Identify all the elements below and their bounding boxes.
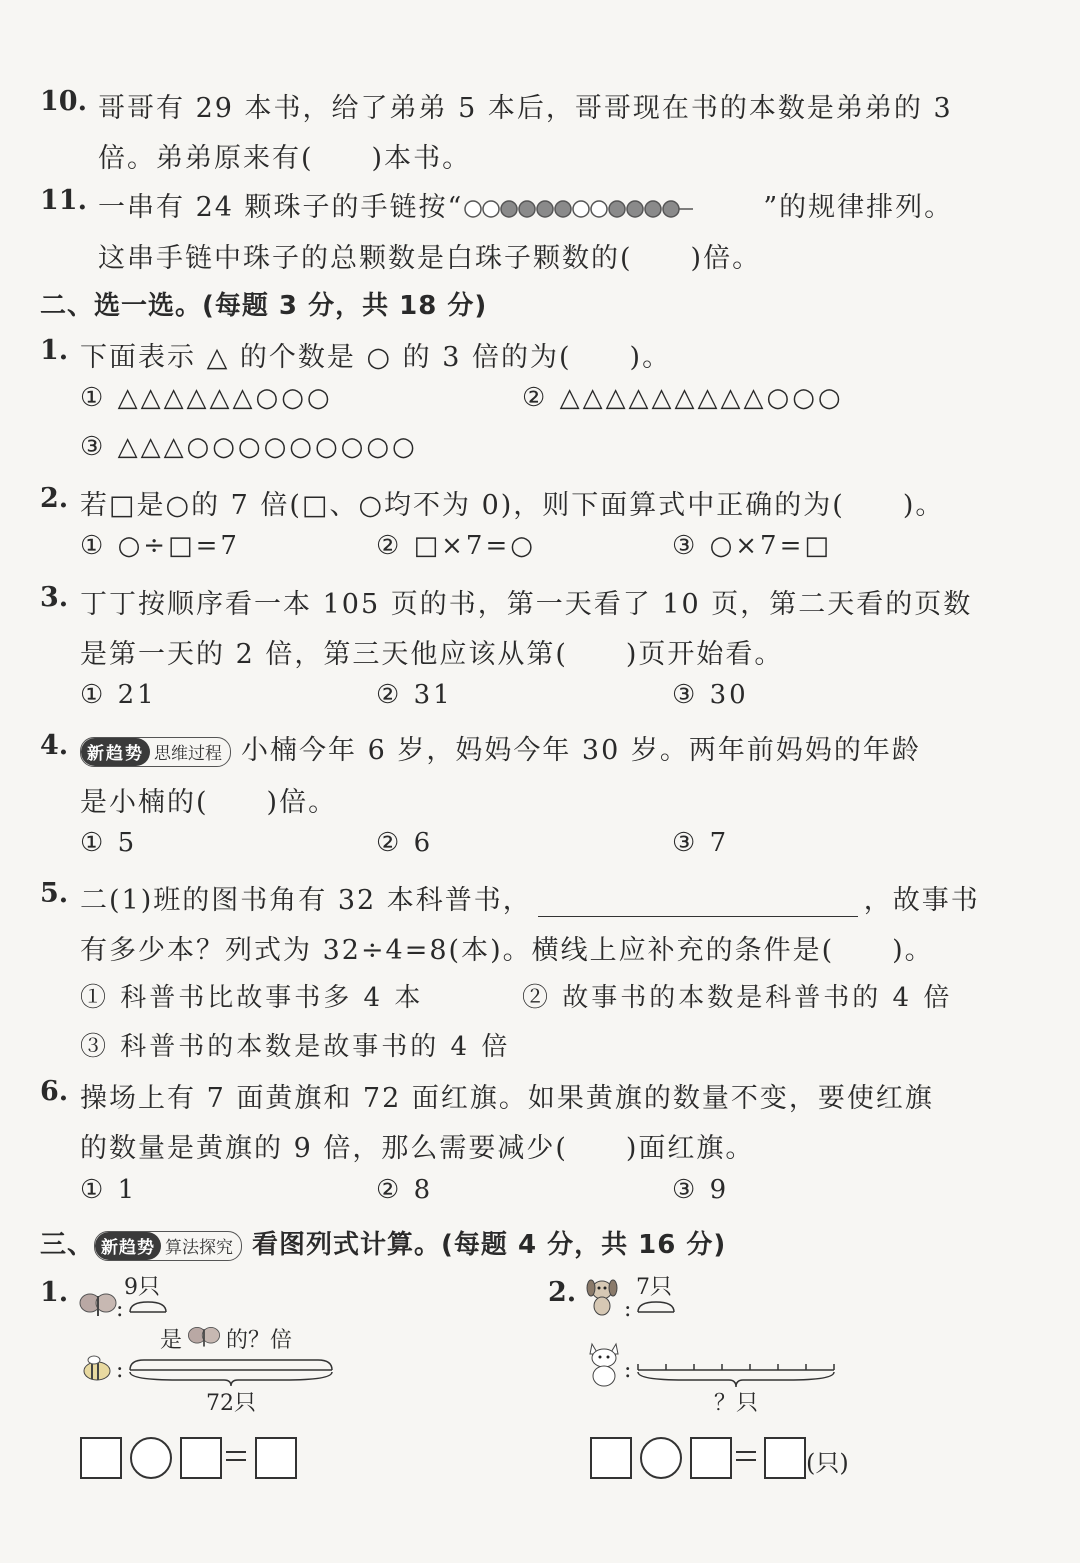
butterfly-icon xyxy=(78,1290,118,1320)
trend-badge xyxy=(80,737,231,767)
question-text: 有多少本？列式为 32÷4=8(本)。横线上应补充的条件是( )。 xyxy=(80,935,934,966)
problem-number: 2. xyxy=(548,1277,577,1308)
question-text: 是小楠的( )倍。 xyxy=(80,787,338,818)
top-quantity-label: 7只 xyxy=(636,1275,672,1300)
section-prefix: 三、 xyxy=(40,1230,95,1260)
option-3[interactable]: ③ 30 xyxy=(672,680,749,710)
unit-label: (只) xyxy=(806,1449,849,1477)
question-text: 丁丁按顺序看一本 105 页的书，第一天看了 10 页，第二天看的页数 xyxy=(80,589,973,620)
bar-brace xyxy=(128,1358,334,1388)
bottom-quantity-label: ？只 xyxy=(714,1391,759,1416)
problem-number: 1. xyxy=(40,1277,69,1308)
question-number: 3. xyxy=(40,582,69,613)
question-text-part: 小楠今年 6 岁，妈妈今年 30 岁。两年前妈妈的年龄 xyxy=(241,735,921,766)
option-1[interactable]: ① 科普书比故事书多 4 本 xyxy=(80,983,424,1013)
option-3[interactable]: ③ 科普书的本数是故事书的 4 倍 xyxy=(80,1032,511,1062)
unit-brace xyxy=(128,1298,168,1314)
answer-box[interactable] xyxy=(80,1437,122,1479)
option-3[interactable]: ③ 7 xyxy=(672,828,730,858)
bead-pattern-icon xyxy=(463,199,763,219)
equals-sign xyxy=(224,1449,248,1463)
option-3[interactable]: ③ ○×7=□ xyxy=(672,531,832,561)
question-text: 这串手链中珠子的总颗数是白珠子颗数的( )倍。 xyxy=(98,243,762,274)
cat-icon xyxy=(584,1340,624,1388)
section-heading: 二、选一选。(每题 3 分，共 18 分) xyxy=(40,291,488,321)
operator-circle[interactable] xyxy=(640,1437,682,1479)
option-2[interactable]: ② △△△△△△△△△○○○ xyxy=(522,383,844,413)
butterfly-icon xyxy=(186,1324,222,1350)
question-number: 5. xyxy=(40,878,69,909)
ratio-label: 是 xyxy=(160,1328,183,1353)
section-heading xyxy=(40,1224,726,1261)
bee-icon xyxy=(78,1354,116,1384)
answer-box[interactable] xyxy=(764,1437,806,1479)
option-1[interactable]: ① △△△△△△○○○ xyxy=(80,383,333,413)
question-text xyxy=(80,878,980,917)
answer-box[interactable] xyxy=(590,1437,632,1479)
question-number: 10. xyxy=(40,86,87,117)
question-text-part: ”的规律排列。 xyxy=(763,192,954,223)
trend-badge xyxy=(94,1231,242,1261)
operator-circle[interactable] xyxy=(130,1437,172,1479)
badge-topic: 算法探究 xyxy=(165,1238,234,1258)
answer-box[interactable] xyxy=(690,1437,732,1479)
option-2[interactable]: ② 6 xyxy=(376,828,434,858)
question-number: 6. xyxy=(40,1076,69,1107)
badge-topic: 思维过程 xyxy=(154,744,222,764)
question-text: 哥哥有 29 本书，给了弟弟 5 本后，哥哥现在书的本数是弟弟的 3 xyxy=(98,93,953,124)
question-text: 若□是○的 7 倍(□、○均不为 0)，则下面算式中正确的为( )。 xyxy=(80,490,945,521)
question-number: 11. xyxy=(40,185,87,216)
option-2[interactable]: ② 8 xyxy=(376,1175,434,1205)
badge-new-trend: 新趋势 xyxy=(95,1232,161,1260)
question-text: 操场上有 7 面黄旗和 72 面红旗。如果黄旗的数量不变，要使红旗 xyxy=(80,1083,934,1114)
option-3[interactable]: ③ 9 xyxy=(672,1175,730,1205)
unit-brace xyxy=(636,1298,676,1314)
option-1[interactable]: ① 5 xyxy=(80,828,138,858)
top-quantity-label: 9只 xyxy=(124,1275,160,1300)
answer-blank-line[interactable] xyxy=(538,894,858,917)
answer-box[interactable] xyxy=(180,1437,222,1479)
colon-label: : xyxy=(624,1358,632,1383)
option-2[interactable]: ② □×7=○ xyxy=(376,531,536,561)
dog-icon xyxy=(584,1276,620,1316)
question-text xyxy=(80,728,921,767)
question-text: 的数量是黄旗的 9 倍，那么需要减少( )面红旗。 xyxy=(80,1133,755,1164)
question-text: 是第一天的 2 倍，第三天他应该从第( )页开始看。 xyxy=(80,639,784,670)
option-1[interactable]: ① 21 xyxy=(80,680,157,710)
badge-new-trend: 新趋势 xyxy=(81,738,150,766)
question-number: 1. xyxy=(40,335,69,366)
option-1[interactable]: ① ○÷□=7 xyxy=(80,531,240,561)
question-number: 2. xyxy=(40,483,69,514)
option-1[interactable]: ① 1 xyxy=(80,1175,138,1205)
question-text: 下面表示 △ 的个数是 ○ 的 3 倍的为( )。 xyxy=(80,342,672,373)
answer-box[interactable] xyxy=(255,1437,297,1479)
colon-label: : xyxy=(116,1297,124,1322)
question-text-part: 二(1)班的图书角有 32 本科普书， xyxy=(80,885,532,916)
ratio-label: 的？倍 xyxy=(226,1328,293,1353)
colon-label: : xyxy=(116,1358,124,1383)
question-text-part: 一串有 24 颗珠子的手链按“ xyxy=(98,192,464,223)
option-2[interactable]: ② 31 xyxy=(376,680,453,710)
question-text-part: ，故事书 xyxy=(863,885,980,916)
bottom-quantity-label: 72只 xyxy=(206,1391,256,1416)
option-2[interactable]: ② 故事书的本数是科普书的 4 倍 xyxy=(522,983,953,1013)
equals-sign xyxy=(734,1449,758,1463)
colon-label: : xyxy=(624,1297,632,1322)
option-3[interactable]: ③ △△△○○○○○○○○○ xyxy=(80,432,418,462)
question-number: 4. xyxy=(40,730,69,761)
question-text: 倍。弟弟原来有( )本书。 xyxy=(98,143,472,174)
question-text xyxy=(98,185,953,224)
section-title: 看图列式计算。(每题 4 分，共 16 分) xyxy=(252,1230,727,1260)
